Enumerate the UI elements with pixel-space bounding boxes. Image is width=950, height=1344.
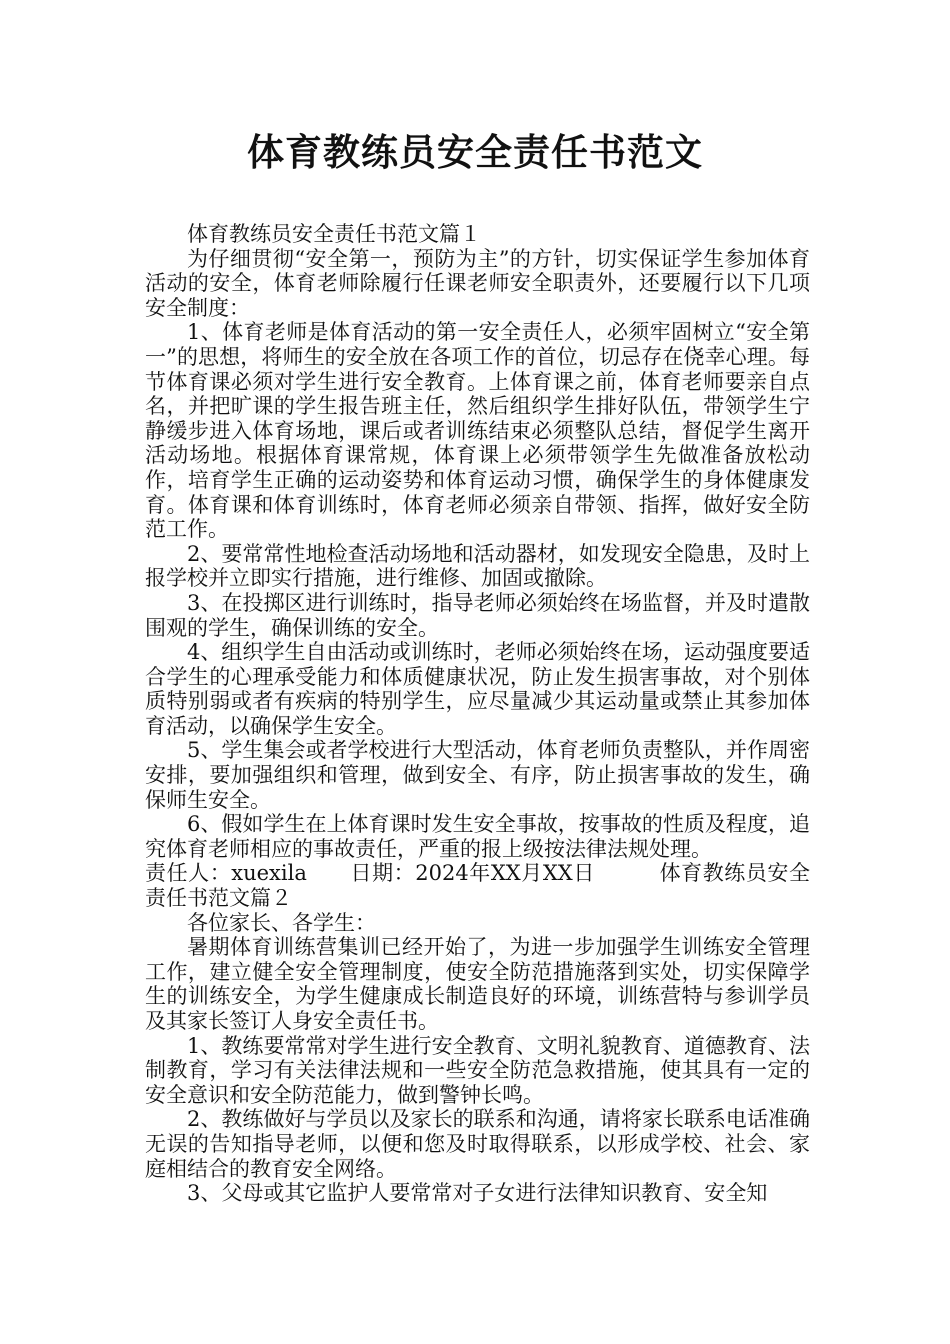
paragraph: 为仔细贯彻“安全第一，预防为主”的方针，切实保证学生参加体育活动的安全，体育老师除履行任课老师安全职责外，还要履行以下几项安全制度： — [145, 246, 810, 320]
paragraph: 1、体育老师是体育活动的第一安全责任人，必须牢固树立“安全第一”的思想，将师生的安全放在各项工作的首位，切忌存在侥幸心理。每节体育课必须对学生进行安全教育。上体育课之前，体育老师要亲自点名，并把旷课的学生报告班主任，然后组织学生排好队伍，带领学生宁静缓步进入体育场地，课后或者训练结束必须整队总结，督促学生离开活动场地。根据体育课常规，体育课上必须带领学生先做准备放松动作，培育学生正确的运动姿势和体育运动习惯，确保学生的身体健康发育。体育课和体育训练时，体育老师必须亲自带领、指挥，做好安全防范工作。 — [145, 320, 810, 542]
paragraph: 2、要常常性地检查活动场地和活动器材，如发现安全隐患，及时上报学校并立即实行措施，进行维修、加固或撤除。 — [145, 541, 810, 591]
paragraph: 3、父母或其它监护人要常常对子女进行法律知识教育、安全知 — [187, 1181, 768, 1206]
document-body — [145, 222, 810, 1206]
page-title: 体育教练员安全责任书范文 — [247, 130, 703, 174]
paragraph: 3、在投掷区进行训练时，指导老师必须始终在场监督，并及时遣散围观的学生，确保训练的安全。 — [145, 590, 810, 640]
paragraph: 2、教练做好与学员以及家长的联系和沟通，请将家长联系电话准确无误的告知指导老师，以便和您及时取得联系，以形成学校、社会、家庭相结合的教育安全网络。 — [145, 1107, 810, 1181]
paragraph: 各位家长、各学生： — [187, 910, 376, 935]
paragraph: 暑期体育训练营集训已经开始了，为进一步加强学生训练安全管理工作，建立健全安全管理制度，使安全防范措施落到实处，切实保障学生的训练安全，为学生健康成长制造良好的环境，训练营特与参训学员及其家长签订人身安全责任书。 — [145, 935, 810, 1033]
paragraph: 1、教练要常常对学生进行安全教育、文明礼貌教育、道德教育、法制教育，学习有关法律法规和一些安全防范急救措施，使其具有一定的安全意识和安全防范能力，做到警钟长鸣。 — [145, 1033, 810, 1107]
paragraph: 6、假如学生在上体育课时发生安全事故，按事故的性质及程度，追究体育老师相应的事故责任，严重的报上级按法律法规处理。 — [145, 812, 810, 861]
paragraph: 5、学生集会或者学校进行大型活动，体育老师负责整队，并作周密安排，要加强组织和管理，做到安全、有序，防止损害事故的发生，确保师生安全。 — [145, 738, 810, 812]
paragraph: 4、组织学生自由活动或训练时，老师必须始终在场，运动强度要适合学生的心理承受能力和体质健康状况，防止发生损害事故，对个别体质特别弱或者有疾病的特别学生，应尽量减少其运动量或禁止其参加体育活动，以确保学生安全。 — [145, 640, 810, 738]
paragraph: 体育教练员安全责任书范文篇１ — [187, 222, 481, 246]
paragraph: 责任人：xuexila 日期：2024年XX月XX日 体育教练员安全责任书范文篇２ — [145, 861, 810, 911]
